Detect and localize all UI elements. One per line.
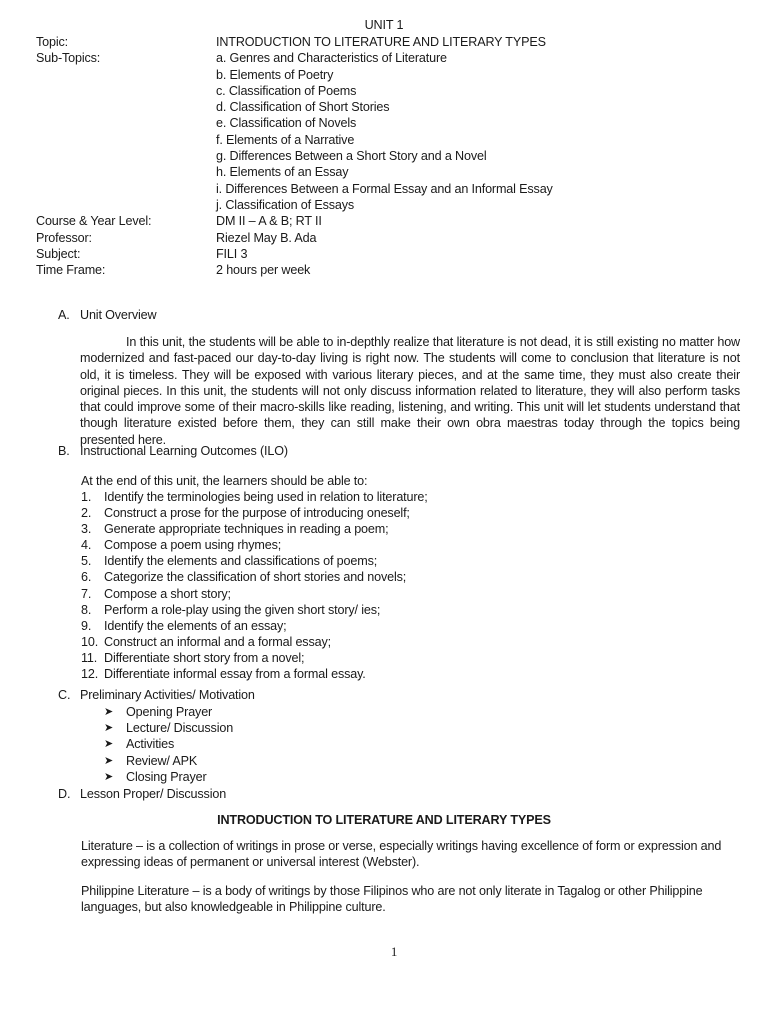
topic-label: Topic: (36, 35, 68, 49)
topic-value: INTRODUCTION TO LITERATURE AND LITERARY TYPES (216, 35, 546, 49)
course-info-block (36, 34, 736, 278)
list-item (104, 753, 233, 769)
timeframe-row (36, 262, 736, 278)
course-row (36, 213, 736, 229)
subtopic-item: c. Classification of Poems (216, 83, 357, 98)
item-number: 1. (81, 490, 92, 504)
section-title: Instructional Learning Outcomes (ILO) (80, 444, 288, 458)
item-text: Compose a short story; (104, 586, 231, 601)
section-title: Preliminary Activities/ Motivation (80, 688, 255, 702)
item-text: Perform a role-play using the given short story/ ies; (104, 602, 381, 617)
list-item (81, 521, 741, 537)
item-text: Activities (126, 737, 175, 752)
list-item (81, 489, 741, 505)
subtopic-item: e. Classification of Novels (216, 116, 357, 131)
list-item (81, 505, 741, 521)
professor-value: Riezel May B. Ada (216, 230, 317, 245)
item-text: Review/ APK (126, 753, 198, 768)
subtopics-row (36, 50, 736, 213)
item-text: Construct a prose for the purpose of introducing oneself; (104, 506, 410, 521)
item-text: Compose a poem using rhymes; (104, 538, 282, 553)
section-a-heading (58, 307, 156, 323)
item-number: 6. (81, 570, 92, 585)
item-text: Lecture/ Discussion (126, 721, 234, 736)
list-item (81, 537, 741, 553)
item-number: 2. (81, 506, 92, 521)
arrow-bullet-icon: ➤ (104, 754, 114, 767)
unit-label: UNIT 1 (364, 18, 404, 32)
literature-definition: Literature – is a collection of writings in prose or verse, especially writings having excellence of form or expression and expressing ideas of permanent or universal interest (Webster). (81, 839, 722, 870)
unit-overview-paragraph: In this unit, the students will be able to in-depthly realize that literature is not dead, it is still existing no matter how modernized and fast-paced our day-to-day living is right now. The students will come to conclusion that literature is not old, it is timeless. They will be exposed with various literary pieces, and at the same time, they must also create their original pieces. In this unit, the students will not only discuss information related to literature, they will also perform tasks that could improve some of their macro-skills like reading, listening, and writing. This unit will let students understand that though literature existed before them, they can still make their own obra maestras today through the topics being presented here. (80, 335, 740, 447)
arrow-bullet-icon: ➤ (104, 722, 114, 735)
list-item (104, 769, 233, 785)
section-title: Lesson Proper/ Discussion (80, 787, 227, 801)
ilo-list (81, 489, 741, 682)
subtopic-item: a. Genres and Characteristics of Literature (216, 51, 447, 66)
list-item (104, 736, 233, 752)
professor-row (36, 230, 736, 246)
subtopic-item: d. Classification of Short Stories (216, 100, 390, 115)
subtopic-item: f. Elements of a Narrative (216, 132, 355, 147)
item-number: 8. (81, 602, 92, 617)
list-item (81, 666, 741, 682)
item-number: 11. (81, 650, 98, 665)
subtopic-item: g. Differences Between a Short Story and a Novel (216, 149, 487, 164)
item-text: Opening Prayer (126, 705, 213, 719)
section-c-heading (58, 687, 255, 703)
philippine-literature-definition: Philippine Literature – is a body of writings by those Filipinos who are not only literate in Tagalog or other Philippine languages, but also knowledgeable in Philippine culture. (81, 884, 703, 915)
arrow-bullet-icon: ➤ (104, 770, 114, 783)
timeframe-value: 2 hours per week (216, 263, 311, 278)
subtopics-list (216, 50, 736, 213)
course-value: DM II – A & B; RT II (216, 214, 322, 229)
item-text: Categorize the classification of short stories and novels; (104, 570, 407, 585)
item-text: Differentiate informal essay from a formal essay. (104, 667, 366, 682)
list-item (104, 704, 233, 720)
item-text: Construct an informal and a formal essay; (104, 634, 331, 649)
course-label: Course & Year Level: (36, 214, 152, 229)
activities-list (104, 704, 233, 785)
arrow-bullet-icon: ➤ (104, 706, 114, 718)
section-letter: B. (58, 444, 70, 458)
list-item (81, 618, 741, 634)
list-item (81, 602, 741, 618)
item-number: 12. (81, 667, 99, 682)
page-number: 1 (390, 944, 398, 959)
subject-label: Subject: (36, 246, 81, 261)
item-text: Differentiate short story from a novel; (104, 650, 305, 665)
subject-row (36, 246, 736, 262)
ilo-intro: At the end of this unit, the learners should be able to: (81, 474, 368, 488)
section-letter: A. (58, 308, 70, 322)
list-item (81, 569, 741, 585)
subject-value: FILI 3 (216, 246, 248, 261)
list-item (81, 553, 741, 569)
topic-row (36, 34, 736, 50)
item-text: Closing Prayer (126, 769, 207, 784)
list-item (104, 720, 233, 736)
item-text: Identify the terminologies being used in relation to literature; (104, 490, 428, 504)
arrow-bullet-icon: ➤ (104, 738, 114, 751)
subtopic-item: b. Elements of Poetry (216, 67, 334, 82)
subtopic-item: h. Elements of an Essay (216, 165, 349, 180)
section-d-heading (58, 786, 226, 802)
subtopic-item: i. Differences Between a Formal Essay and an Informal Essay (216, 181, 553, 196)
list-item (81, 650, 741, 666)
subtopics-label: Sub-Topics: (36, 51, 101, 66)
item-text: Identify the elements and classifications of poems; (104, 554, 378, 569)
list-item (81, 634, 741, 650)
item-text: Identify the elements of an essay; (104, 618, 287, 633)
item-number: 10. (81, 634, 99, 649)
professor-label: Professor: (36, 230, 92, 245)
lesson-heading: INTRODUCTION TO LITERATURE AND LITERARY TYPES (217, 813, 551, 827)
timeframe-label: Time Frame: (36, 263, 106, 278)
item-number: 5. (81, 554, 92, 569)
subtopic-item: j. Classification of Essays (216, 197, 355, 212)
item-number: 9. (81, 618, 92, 633)
section-letter: D. (58, 787, 71, 801)
item-text: Generate appropriate techniques in reading a poem; (104, 522, 389, 537)
item-number: 7. (81, 586, 92, 601)
list-item (81, 586, 741, 602)
item-number: 4. (81, 538, 92, 553)
section-b-heading (58, 443, 288, 459)
item-number: 3. (81, 522, 92, 537)
section-title: Unit Overview (80, 308, 157, 322)
section-letter: C. (58, 688, 71, 702)
